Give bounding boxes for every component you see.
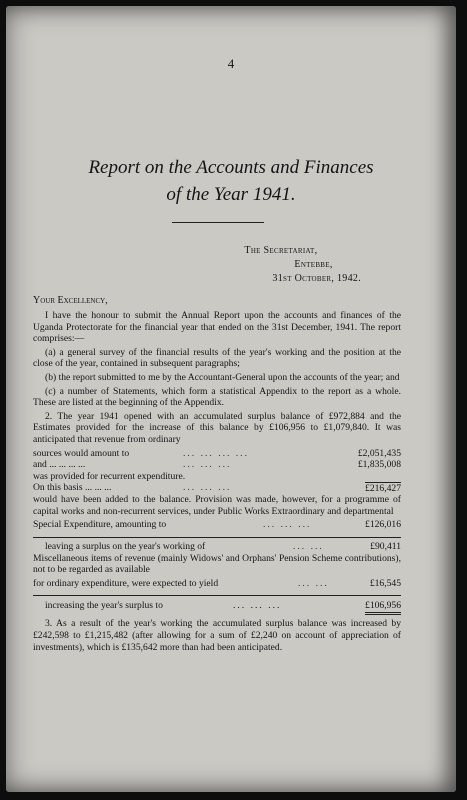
account-row xyxy=(33,448,401,460)
sender-line-2: Entebbe, xyxy=(294,259,333,270)
row-dots: ... ... ... ... xyxy=(183,447,249,459)
total-row xyxy=(33,595,401,612)
title-rule xyxy=(172,222,264,223)
report-title xyxy=(26,154,436,208)
salutation: Your Excellency, xyxy=(33,295,108,306)
title-line-1: Report on the Accounts and Finances xyxy=(88,157,374,178)
report-body xyxy=(33,310,401,655)
account-row xyxy=(33,471,401,483)
row-label: for ordinary expenditure, were expected to yield xyxy=(33,577,219,589)
item-c: (c) a number of Statements, which form a statistical Appendix to the report as a whole. These are listed at the beginning of the Appendix. xyxy=(33,385,401,409)
document-page xyxy=(6,6,456,792)
sender-line-1: The Secretariat, xyxy=(244,245,318,256)
row-dots: ... ... ... xyxy=(183,459,232,471)
sender-address xyxy=(244,244,361,286)
row-amount: £1,835,008 xyxy=(357,459,401,471)
row-dots: ... ... ... xyxy=(233,600,282,612)
paragraph-3: would have been added to the balance. Provision was made, however, for a programme of capital works and non-recurrent services, under Public Works Extraordinary and departmental xyxy=(33,493,401,517)
title-line-2: of the Year 1941. xyxy=(166,184,296,205)
row-amount: £2,051,435 xyxy=(357,447,401,459)
paragraph-2: 2. The year 1941 opened with an accumulated surplus balance of £972,884 and the Estimates provided for the increase of this balance by £106,956 to £1,079,840. It was anticipated that revenue from ordinary xyxy=(33,410,401,445)
row-label: On this basis ... ... ... xyxy=(33,482,112,494)
account-row xyxy=(33,519,401,531)
account-row xyxy=(33,482,401,494)
row-label: was provided for recurrent expenditure. xyxy=(33,470,186,482)
paragraph-1: I have the honour to submit the Annual Report upon the accounts and finances of the Uganda Protectorate for the financial year that ended on the 31st December, 1941. The report comprises:— xyxy=(33,310,401,345)
account-row xyxy=(33,459,401,471)
row-label: increasing the year's surplus to xyxy=(45,600,163,612)
paragraph-4: Miscellaneous items of revenue (mainly Widows' and Orphans' Pension Scheme contributions), not to be regarded as available xyxy=(33,552,401,576)
row-amount: £90,411 xyxy=(370,540,401,552)
account-row xyxy=(33,578,401,590)
row-dots: ... ... ... xyxy=(263,519,312,531)
row-amount: £126,016 xyxy=(365,519,401,531)
sender-date: 31st October, 1942. xyxy=(272,273,361,284)
page-number: 4 xyxy=(227,56,235,71)
row-dots: ... ... xyxy=(293,540,324,552)
paragraph-5: 3. As a result of the year's working the accumulated surplus balance was increased by £242,598 to £1,215,482 (after allowing for a sum of £2,240 on account of appreciation of investments), which is £135,642 more than had been anticipated. xyxy=(33,618,401,653)
row-label: sources would amount to xyxy=(33,447,130,459)
row-amount: £16,545 xyxy=(369,577,401,589)
row-label: Special Expenditure, amounting to xyxy=(33,519,167,531)
row-label: leaving a surplus on the year's working of xyxy=(45,540,206,552)
row-label: and ... ... ... ... xyxy=(33,459,86,471)
row-dots: ... ... xyxy=(298,577,329,589)
row-amount: £106,956 xyxy=(365,600,401,615)
row-amount: £216,427 xyxy=(365,483,401,495)
item-b: (b) the report submitted to me by the Accountant-General upon the accounts of the year; and xyxy=(45,371,400,383)
row-dots: ... ... ... xyxy=(183,482,232,494)
item-a: (a) a general survey of the financial results of the year's working and the position at the close of the year, contained in subsequent paragraphs; xyxy=(33,346,401,370)
account-row xyxy=(33,537,401,553)
